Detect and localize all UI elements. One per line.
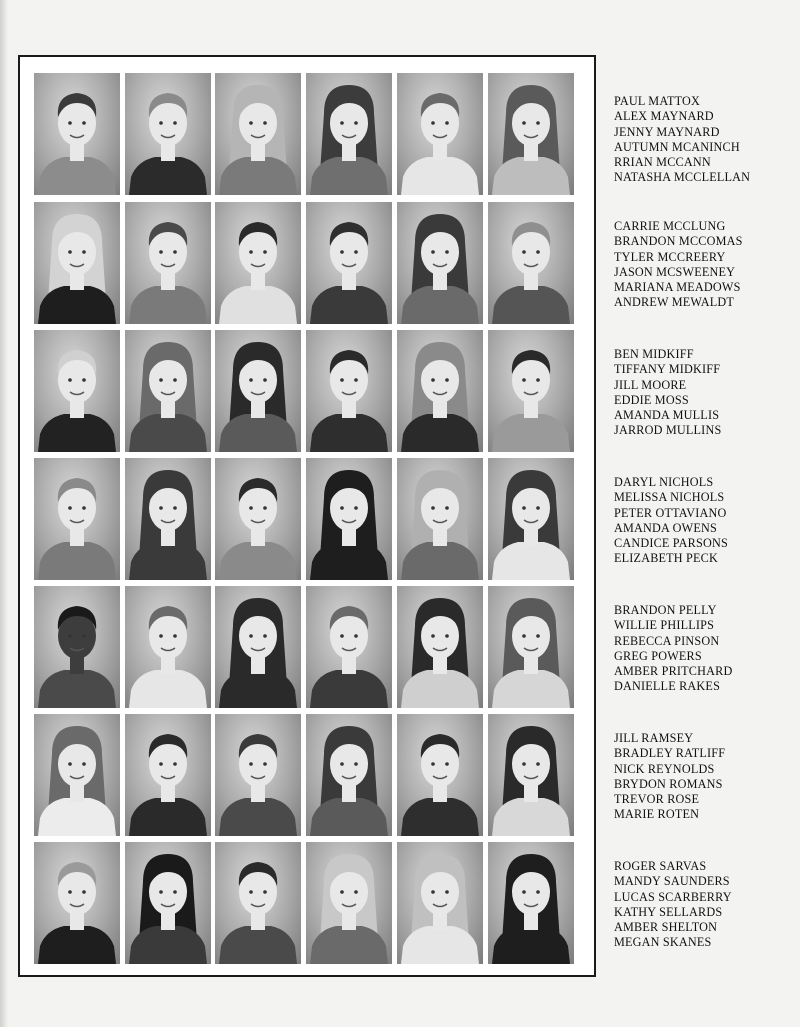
portrait-image [215, 458, 301, 580]
student-photo [397, 73, 483, 195]
portrait-image [34, 330, 120, 452]
portrait-image [125, 73, 211, 195]
student-photo [34, 73, 120, 195]
name-list [614, 731, 794, 823]
portrait-image [397, 458, 483, 580]
student-photo [125, 330, 211, 452]
student-name: AUTUMN MCANINCH [614, 139, 740, 154]
student-photo [488, 586, 574, 708]
portrait-image [488, 458, 574, 580]
student-name: TYLER MCCREERY [614, 249, 726, 264]
portrait-image [488, 202, 574, 324]
student-name: PETER OTTAVIANO [614, 505, 727, 520]
student-name: PAUL MATTOX [614, 94, 701, 108]
student-name: AMANDA OWENS [614, 520, 717, 535]
portrait-image [306, 73, 392, 195]
portrait-image [215, 586, 301, 708]
photo-row [34, 842, 582, 964]
student-photo [125, 714, 211, 836]
portrait-image [125, 458, 211, 580]
student-name: BRANDON PELLY [614, 603, 717, 617]
photo-row [34, 73, 582, 195]
student-name: NATASHA MCCLELLAN [614, 170, 751, 185]
portrait-image [397, 842, 483, 964]
student-photo [215, 842, 301, 964]
student-name: JILL RAMSEY [614, 731, 694, 745]
portrait-image [34, 842, 120, 964]
name-list [614, 475, 794, 567]
portrait-image [215, 330, 301, 452]
student-photo [215, 73, 301, 195]
portrait-image [306, 330, 392, 452]
student-name: BEN MIDKIFF [614, 347, 694, 361]
student-photo [488, 842, 574, 964]
name-list [614, 859, 794, 951]
student-photo [34, 586, 120, 708]
name-list [614, 219, 794, 311]
student-photo [488, 714, 574, 836]
student-name: TIFFANY MIDKIFF [614, 362, 721, 377]
portrait-image [397, 586, 483, 708]
student-photo [306, 458, 392, 580]
portrait-image [125, 202, 211, 324]
student-photo [34, 458, 120, 580]
student-photo [306, 330, 392, 452]
student-photo [397, 330, 483, 452]
student-name: MEGAN SKANES [614, 935, 712, 950]
photo-row [34, 458, 582, 580]
portrait-image [488, 586, 574, 708]
student-name: KATHY SELLARDS [614, 904, 723, 919]
portrait-image [488, 842, 574, 964]
student-photo [34, 842, 120, 964]
student-name: CANDICE PARSONS [614, 536, 728, 551]
student-photo [125, 202, 211, 324]
student-name: JENNY MAYNARD [614, 124, 720, 139]
portrait-image [215, 202, 301, 324]
student-photo [34, 714, 120, 836]
student-photo [125, 458, 211, 580]
student-name: MANDY SAUNDERS [614, 874, 730, 889]
student-name: CARRIE MCCLUNG [614, 219, 726, 233]
student-photo [215, 586, 301, 708]
student-photo [34, 202, 120, 324]
portrait-image [488, 714, 574, 836]
student-photo [488, 202, 574, 324]
student-photo [215, 458, 301, 580]
student-photo [397, 842, 483, 964]
portrait-image [215, 73, 301, 195]
student-photo [306, 714, 392, 836]
portrait-image [125, 842, 211, 964]
student-name: JASON MCSWEENEY [614, 264, 736, 279]
portrait-image [34, 202, 120, 324]
portrait-image [215, 842, 301, 964]
portrait-image [34, 458, 120, 580]
student-photo [306, 73, 392, 195]
student-name: DARYL NICHOLS [614, 475, 714, 489]
portrait-image [125, 714, 211, 836]
photo-row [34, 714, 582, 836]
student-name: BRANDON MCCOMAS [614, 234, 743, 249]
student-name: AMBER PRITCHARD [614, 664, 733, 679]
student-name: JARROD MULLINS [614, 423, 722, 438]
student-name: WILLIE PHILLIPS [614, 618, 715, 633]
portrait-image [488, 73, 574, 195]
student-name: AMANDA MULLIS [614, 408, 720, 423]
portrait-image [215, 714, 301, 836]
student-name: BRADLEY RATLIFF [614, 746, 726, 761]
student-photo [397, 202, 483, 324]
student-name: TREVOR ROSE [614, 792, 700, 807]
photo-row [34, 330, 582, 452]
student-name: MELISSA NICHOLS [614, 490, 725, 505]
name-list [614, 603, 794, 695]
portrait-image [34, 73, 120, 195]
photo-grid-frame [18, 55, 596, 977]
portrait-image [306, 842, 392, 964]
student-name: NICK REYNOLDS [614, 761, 715, 776]
photo-row [34, 586, 582, 708]
student-name: RRIAN MCCANN [614, 155, 711, 170]
student-name: ALEX MAYNARD [614, 109, 714, 124]
student-name: MARIANA MEADOWS [614, 280, 741, 295]
student-photo [306, 202, 392, 324]
student-photo [125, 73, 211, 195]
student-name: MARIE ROTEN [614, 807, 700, 822]
portrait-image [306, 714, 392, 836]
page-edge-shadow [0, 0, 8, 1027]
student-name: REBECCA PINSON [614, 633, 720, 648]
student-name: ANDREW MEWALDT [614, 295, 735, 310]
student-name: GREG POWERS [614, 648, 702, 663]
photo-row [34, 202, 582, 324]
student-photo [397, 714, 483, 836]
name-list [614, 347, 794, 439]
student-photo [125, 842, 211, 964]
portrait-image [306, 586, 392, 708]
student-photo [488, 458, 574, 580]
portrait-image [397, 714, 483, 836]
portrait-image [306, 458, 392, 580]
student-photo [34, 330, 120, 452]
student-name: ELIZABETH PECK [614, 551, 719, 566]
student-photo [215, 714, 301, 836]
name-list [614, 94, 794, 186]
student-name: JILL MOORE [614, 377, 687, 392]
student-name: AMBER SHELTON [614, 920, 718, 935]
portrait-image [306, 202, 392, 324]
portrait-image [125, 586, 211, 708]
student-photo [397, 586, 483, 708]
portrait-image [488, 330, 574, 452]
student-name: DANIELLE RAKES [614, 679, 721, 694]
student-name: EDDIE MOSS [614, 392, 689, 407]
portrait-image [397, 330, 483, 452]
student-photo [488, 73, 574, 195]
student-photo [397, 458, 483, 580]
student-photo [215, 330, 301, 452]
portrait-image [125, 330, 211, 452]
portrait-image [397, 202, 483, 324]
student-photo [215, 202, 301, 324]
student-name: BRYDON ROMANS [614, 776, 723, 791]
student-photo [488, 330, 574, 452]
portrait-image [397, 73, 483, 195]
student-photo [125, 586, 211, 708]
portrait-image [34, 714, 120, 836]
student-name: ROGER SARVAS [614, 859, 707, 873]
student-name: LUCAS SCARBERRY [614, 889, 732, 904]
student-photo [306, 842, 392, 964]
student-photo [306, 586, 392, 708]
portrait-image [34, 586, 120, 708]
